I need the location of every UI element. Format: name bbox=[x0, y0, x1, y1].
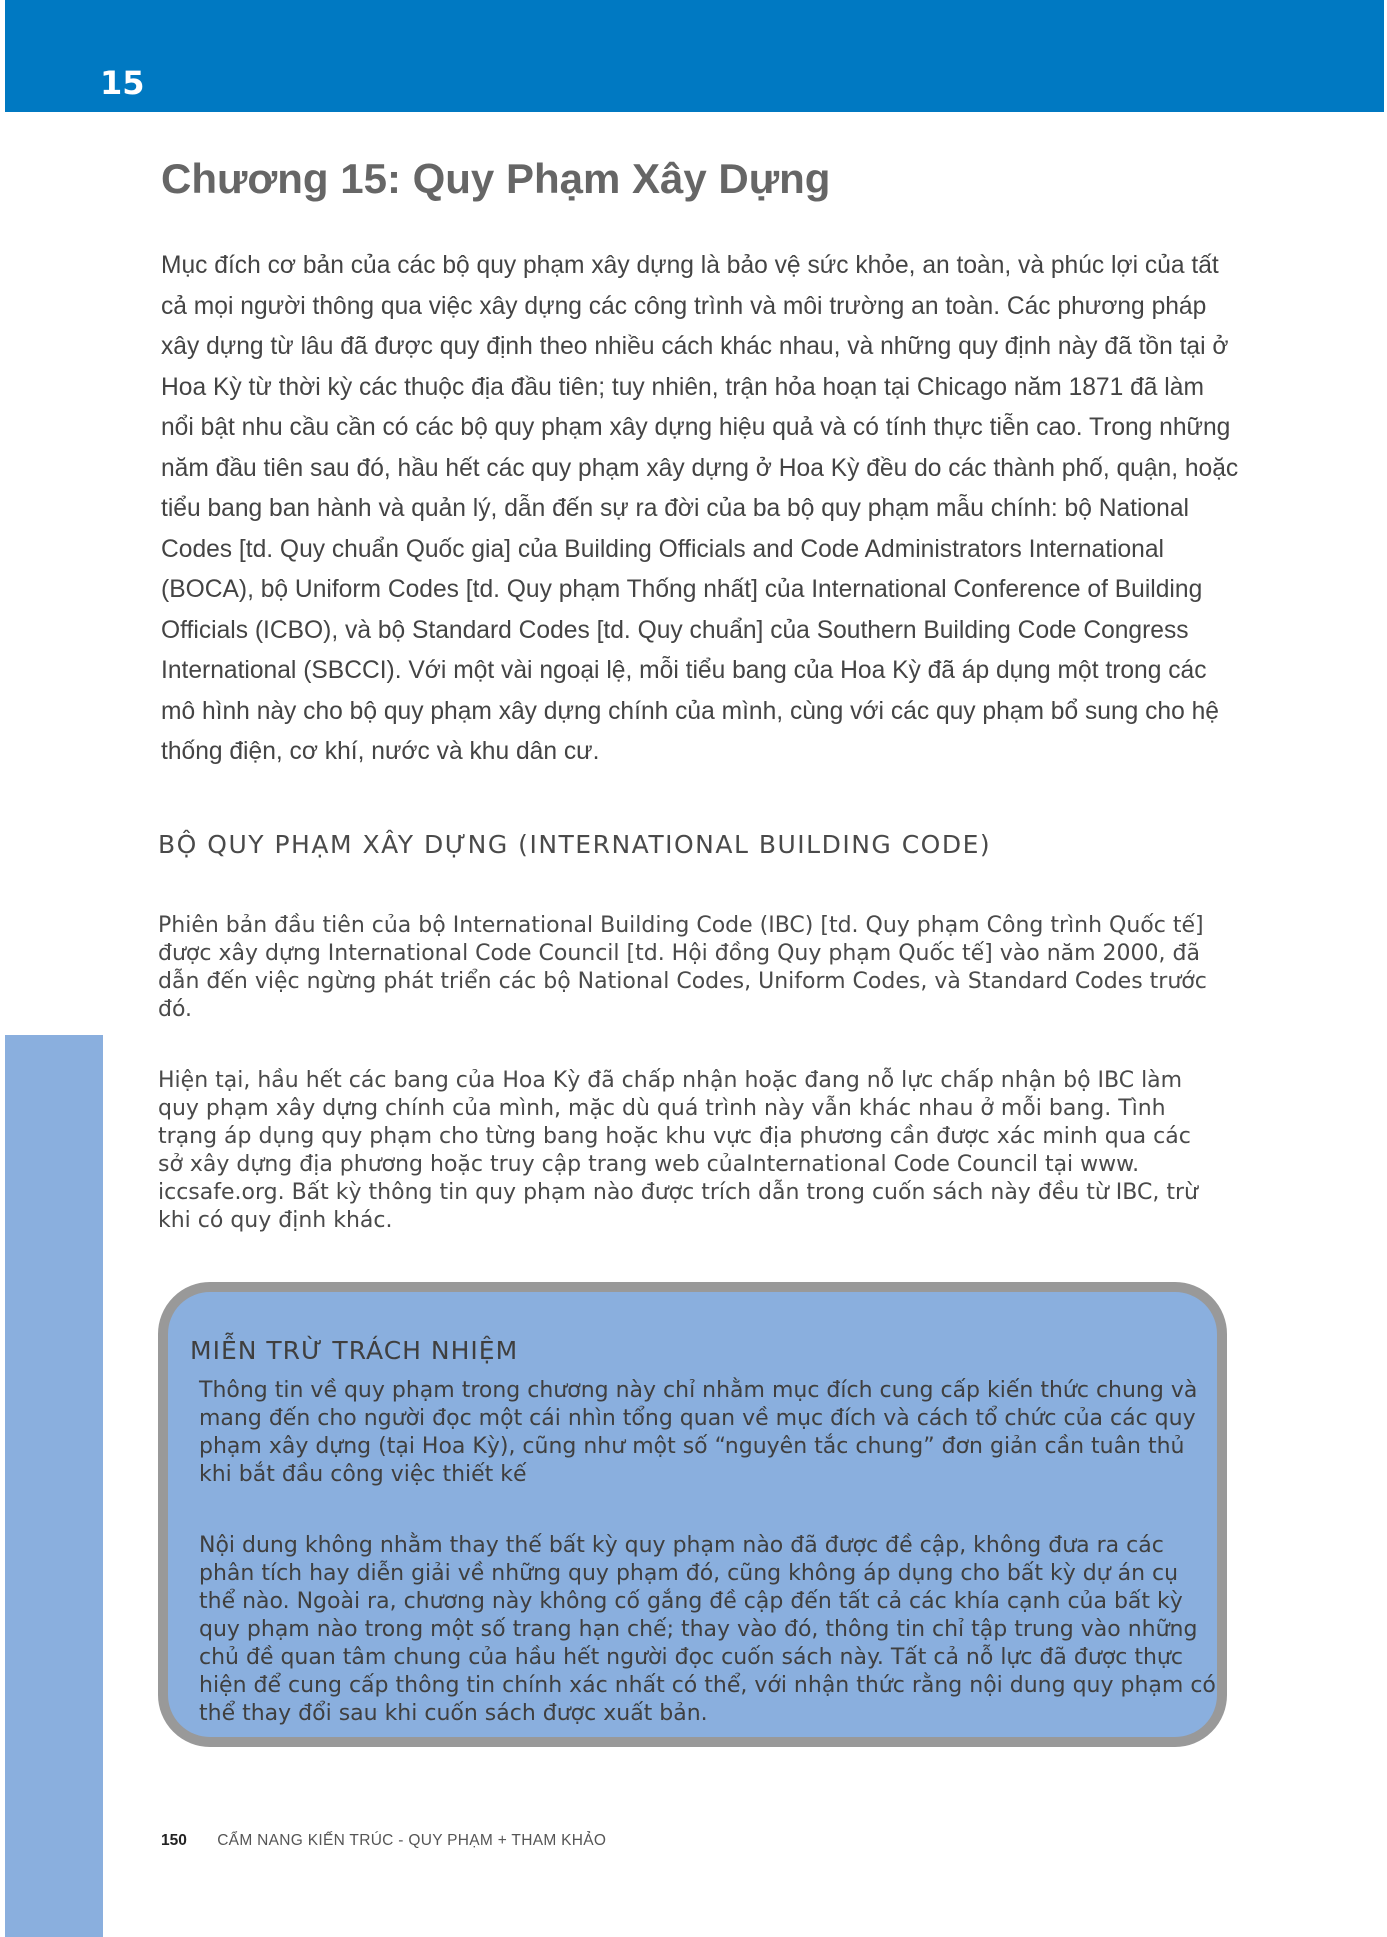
header-band bbox=[5, 0, 1384, 112]
disclaimer-paragraph-2: Nội dung không nhằm thay thế bất kỳ quy phạm nào đã được đề cập, không đưa ra các phân tích hay diễn giải về những quy phạm đó, cũng không áp dụng cho bất kỳ dự án cụ thể nào. Ngoài ra, chương này không cố gắng đề cập đến tất cả các khía cạnh của bất kỳ quy phạm nào trong một số trang hạn chế; thay vào đó, thông tin chỉ tập trung vào những chủ đề quan tâm chung của hầu hết người đọc cuốn sách này. Tất cả nỗ lực đã được thực hiện để cung cấp thông tin chính xác nhất có thể, với nhận thức rằng nội dung quy phạm có thể thay đổi sau khi cuốn sách được xuất bản. bbox=[199, 1533, 1216, 1726]
disclaimer-title: MIỄN TRỪ TRÁCH NHIỆM bbox=[190, 1336, 519, 1365]
intro-paragraph: Mục đích cơ bản của các bộ quy phạm xây dựng là bảo vệ sức khỏe, an toàn, và phúc lợi của tất cả mọi người thông qua việc xây dựng các công trình và môi trường an toàn. Các phương pháp xây dựng từ lâu đã được quy định theo nhiều cách khác nhau, và những quy định này đã tồn tại ở Hoa Kỳ từ thời kỳ các thuộc địa đầu tiên; tuy nhiên, trận hỏa hoạn tại Chicago năm 1871 đã làm nổi bật nhu cầu cần có các bộ quy phạm xây dựng hiệu quả và có tính thực tiễn cao. Trong những năm đầu tiên sau đó, hầu hết các quy phạm xây dựng ở Hoa Kỳ đều do các thành phố, quận, hoặc tiểu bang ban hành và quản lý, dẫn đến sự ra đời của ba bộ quy phạm mẫu chính: bộ National Codes [td. Quy chuẩn Quốc gia] của Building Officials and Code Administrators International (BOCA), bộ Uniform Codes [td. Quy phạm Thống nhất] của International Conference of Building Officials (ICBO), và bộ Standard Codes [td. Quy chuẩn] của Southern Building Code Congress International (SBCCI). Với một vài ngoại lệ, mỗi tiểu bang của Hoa Kỳ đã áp dụng một trong các mô hình này cho bộ quy phạm xây dựng chính của mình, cùng với các quy phạm bổ sung cho hệ thống điện, cơ khí, nước và khu dân cư. bbox=[161, 252, 1239, 765]
disclaimer-paragraph-1: Thông tin về quy phạm trong chương này chỉ nhằm mục đích cung cấp kiến thức chung và mang đến cho người đọc một cái nhìn tổng quan về mục đích và cách tổ chức của các quy phạm xây dựng (tại Hoa Kỳ), cũng như một số “nguyên tắc chung” đơn giản cần tuân thủ khi bắt đầu công việc thiết kế bbox=[199, 1378, 1198, 1487]
chapter-number: 15 bbox=[100, 64, 145, 102]
section-heading: BỘ QUY PHẠM XÂY DỰNG (INTERNATIONAL BUILDING CODE) bbox=[158, 830, 992, 859]
footer-page-number: 150 bbox=[161, 1832, 187, 1849]
footer-book-title: CẨM NANG KIẾN TRÚC - QUY PHẠM + THAM KHẢO bbox=[217, 1832, 607, 1849]
section-paragraph-1: Phiên bản đầu tiên của bộ International Building Code (IBC) [td. Quy phạm Công trình Quốc tế] được xây dựng International Code Council [td. Hội đồng Quy phạm Quốc tế] vào năm 2000, đã dẫn đến việc ngừng phát triển các bộ National Codes, Uniform Codes, và Standard Codes trước đó. bbox=[158, 913, 1207, 1022]
page-footer bbox=[161, 1832, 606, 1850]
side-band bbox=[5, 1035, 103, 1937]
chapter-title: Chương 15: Quy Phạm Xây Dựng bbox=[161, 155, 831, 202]
section-paragraph-2: Hiện tại, hầu hết các bang của Hoa Kỳ đã chấp nhận hoặc đang nỗ lực chấp nhận bộ IBC làm quy phạm xây dựng chính của mình, mặc dù quá trình này vẫn khác nhau ở mỗi bang. Tình trạng áp dụng quy phạm cho từng bang hoặc khu vực địa phương cần được xác minh qua các sở xây dựng địa phương hoặc truy cập trang web củaInternational Code Council tại www. iccsafe.org. Bất kỳ thông tin quy phạm nào được trích dẫn trong cuốn sách này đều từ IBC, trừ khi có quy định khác. bbox=[158, 1068, 1198, 1233]
